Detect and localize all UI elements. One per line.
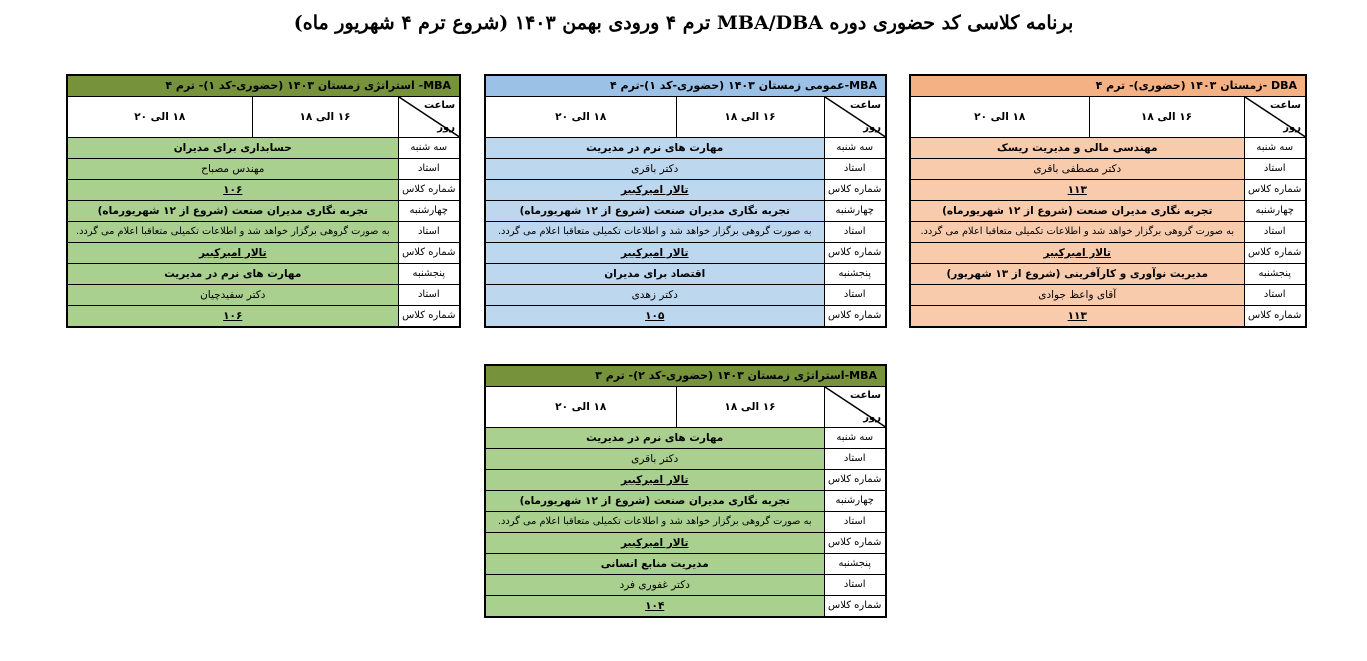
row-label-class: شماره کلاس xyxy=(824,243,886,264)
thursday-room: ۱۱۳ xyxy=(910,306,1244,328)
tuesday-professor: مهندس مصباح xyxy=(67,159,398,180)
wednesday-professor: به صورت گروهی برگزار خواهد شد و اطلاعات تکمیلی متعاقبا اعلام می گردد. xyxy=(485,222,824,243)
row-label-class: شماره کلاس xyxy=(824,470,886,491)
table-title: MBA-استراتژی زمستان ۱۴۰۳ (حضوری-کد ۲)- ترم ۳ xyxy=(485,365,886,387)
day-thursday: پنجشنبه xyxy=(824,264,886,285)
thursday-room: ۱۰۵ xyxy=(485,306,824,328)
row-label-professor: استاد xyxy=(398,285,460,306)
tuesday-course: حسابداری برای مدیران xyxy=(67,138,398,159)
day-label: روز xyxy=(1283,122,1301,133)
hour-label: ساعت xyxy=(424,100,456,111)
row-label-class: شماره کلاس xyxy=(824,306,886,328)
hour-day-header xyxy=(1244,97,1306,138)
row-label-professor: استاد xyxy=(398,222,460,243)
wednesday-room: تالار امیرکبیر xyxy=(910,243,1244,264)
wednesday-course: تجربه نگاری مدیران صنعت (شروع از ۱۲ شهریورماه) xyxy=(67,201,398,222)
schedule-table-2 xyxy=(484,74,887,328)
row-label-professor: استاد xyxy=(398,159,460,180)
tuesday-room: تالار امیرکبیر xyxy=(485,180,824,201)
thursday-course: مهارت های نرم در مدیریت xyxy=(67,264,398,285)
row-label-class: شماره کلاس xyxy=(1244,306,1306,328)
row-label-class: شماره کلاس xyxy=(398,243,460,264)
thursday-professor: دکتر زهدی xyxy=(485,285,824,306)
thursday-room: ۱۰۶ xyxy=(67,306,398,328)
table-title: MBA- استراتژی زمستان ۱۴۰۳ (حضوری-کد ۱)- ترم ۴ xyxy=(67,75,460,97)
row-label-professor: استاد xyxy=(1244,159,1306,180)
time-slot-16-18: ۱۶ الی ۱۸ xyxy=(252,97,398,138)
row-label-professor: استاد xyxy=(824,159,886,180)
day-label: روز xyxy=(863,412,881,423)
row-label-professor: استاد xyxy=(1244,222,1306,243)
day-wednesday: چهارشنبه xyxy=(824,491,886,512)
day-thursday: پنجشنبه xyxy=(824,554,886,575)
wednesday-professor: به صورت گروهی برگزار خواهد شد و اطلاعات تکمیلی متعاقبا اعلام می گردد. xyxy=(67,222,398,243)
wednesday-professor: به صورت گروهی برگزار خواهد شد و اطلاعات تکمیلی متعاقبا اعلام می گردد. xyxy=(485,512,824,533)
row-label-professor: استاد xyxy=(824,222,886,243)
thursday-course: مدیریت منابع انسانی xyxy=(485,554,824,575)
day-wednesday: چهارشنبه xyxy=(1244,201,1306,222)
time-slot-16-18: ۱۶ الی ۱۸ xyxy=(1089,97,1244,138)
time-slot-16-18: ۱۶ الی ۱۸ xyxy=(676,387,824,428)
tuesday-room: ۱۱۳ xyxy=(910,180,1244,201)
wednesday-course: تجربه نگاری مدیران صنعت (شروع از ۱۲ شهریورماه) xyxy=(485,201,824,222)
thursday-course: مدیریت نوآوری و کارآفرینی (شروع از ۱۳ شهریور) xyxy=(910,264,1244,285)
wednesday-professor: به صورت گروهی برگزار خواهد شد و اطلاعات تکمیلی متعاقبا اعلام می گردد. xyxy=(910,222,1244,243)
page-title: برنامه کلاسی کد حضوری دوره MBA/DBA ترم ۴ ورودی بهمن ۱۴۰۳ (شروع ترم ۴ شهریور ماه) xyxy=(293,12,1074,34)
schedule-table-4 xyxy=(484,364,887,618)
hour-label: ساعت xyxy=(849,100,881,111)
tuesday-course: مهارت های نرم در مدیریت xyxy=(485,428,824,449)
tuesday-room: ۱۰۶ xyxy=(67,180,398,201)
time-slot-18-20: ۱۸ الی ۲۰ xyxy=(67,97,252,138)
tuesday-professor: دکتر مصطفی باقری xyxy=(910,159,1244,180)
thursday-professor: آقای واعظ جوادی xyxy=(910,285,1244,306)
wednesday-room: تالار امیرکبیر xyxy=(67,243,398,264)
thursday-professor: دکتر غفوری فرد xyxy=(485,575,824,596)
thursday-professor: دکتر سفیدچیان xyxy=(67,285,398,306)
day-label: روز xyxy=(437,122,456,133)
row-label-professor: استاد xyxy=(1244,285,1306,306)
hour-label: ساعت xyxy=(1269,100,1301,111)
row-label-class: شماره کلاس xyxy=(1244,243,1306,264)
thursday-course: اقتصاد برای مدیران xyxy=(485,264,824,285)
wednesday-room: تالار امیرکبیر xyxy=(485,243,824,264)
wednesday-room: تالار امیرکبیر xyxy=(485,533,824,554)
table-title: MBA-عمومی زمستان ۱۴۰۳ (حضوری-کد ۱)-ترم ۴ xyxy=(485,75,886,97)
schedule-table-1 xyxy=(66,74,461,328)
row-label-professor: استاد xyxy=(824,575,886,596)
tuesday-professor: دکتر باقری xyxy=(485,159,824,180)
hour-label: ساعت xyxy=(849,390,881,401)
row-label-professor: استاد xyxy=(824,285,886,306)
time-slot-16-18: ۱۶ الی ۱۸ xyxy=(676,97,824,138)
row-label-class: شماره کلاس xyxy=(824,596,886,618)
tuesday-professor: دکتر باقری xyxy=(485,449,824,470)
day-tuesday: سه شنبه xyxy=(824,428,886,449)
time-slot-18-20: ۱۸ الی ۲۰ xyxy=(910,97,1089,138)
row-label-professor: استاد xyxy=(824,449,886,470)
hour-day-header xyxy=(398,97,460,138)
thursday-room: ۱۰۴ xyxy=(485,596,824,618)
row-label-professor: استاد xyxy=(824,512,886,533)
tuesday-room: تالار امیرکبیر xyxy=(485,470,824,491)
row-label-class: شماره کلاس xyxy=(398,180,460,201)
wednesday-course: تجربه نگاری مدیران صنعت (شروع از ۱۲ شهریورماه) xyxy=(910,201,1244,222)
day-tuesday: سه شنبه xyxy=(398,138,460,159)
day-tuesday: سه شنبه xyxy=(824,138,886,159)
hour-day-header xyxy=(824,387,886,428)
day-label: روز xyxy=(863,122,881,133)
row-label-class: شماره کلاس xyxy=(1244,180,1306,201)
schedule-table-3 xyxy=(909,74,1307,328)
tuesday-course: مهارت های نرم در مدیریت xyxy=(485,138,824,159)
row-label-class: شماره کلاس xyxy=(824,180,886,201)
row-label-class: شماره کلاس xyxy=(398,306,460,328)
time-slot-18-20: ۱۸ الی ۲۰ xyxy=(485,387,676,428)
day-thursday: پنجشنبه xyxy=(1244,264,1306,285)
tuesday-course: مهندسی مالی و مدیریت ریسک xyxy=(910,138,1244,159)
time-slot-18-20: ۱۸ الی ۲۰ xyxy=(485,97,676,138)
row-label-class: شماره کلاس xyxy=(824,533,886,554)
day-thursday: پنجشنبه xyxy=(398,264,460,285)
day-wednesday: چهارشنبه xyxy=(398,201,460,222)
day-wednesday: چهارشنبه xyxy=(824,201,886,222)
hour-day-header xyxy=(824,97,886,138)
day-tuesday: سه شنبه xyxy=(1244,138,1306,159)
wednesday-course: تجربه نگاری مدیران صنعت (شروع از ۱۲ شهریورماه) xyxy=(485,491,824,512)
table-title: DBA -زمستان ۱۴۰۳ (حضوری)- ترم ۴ xyxy=(910,75,1306,97)
